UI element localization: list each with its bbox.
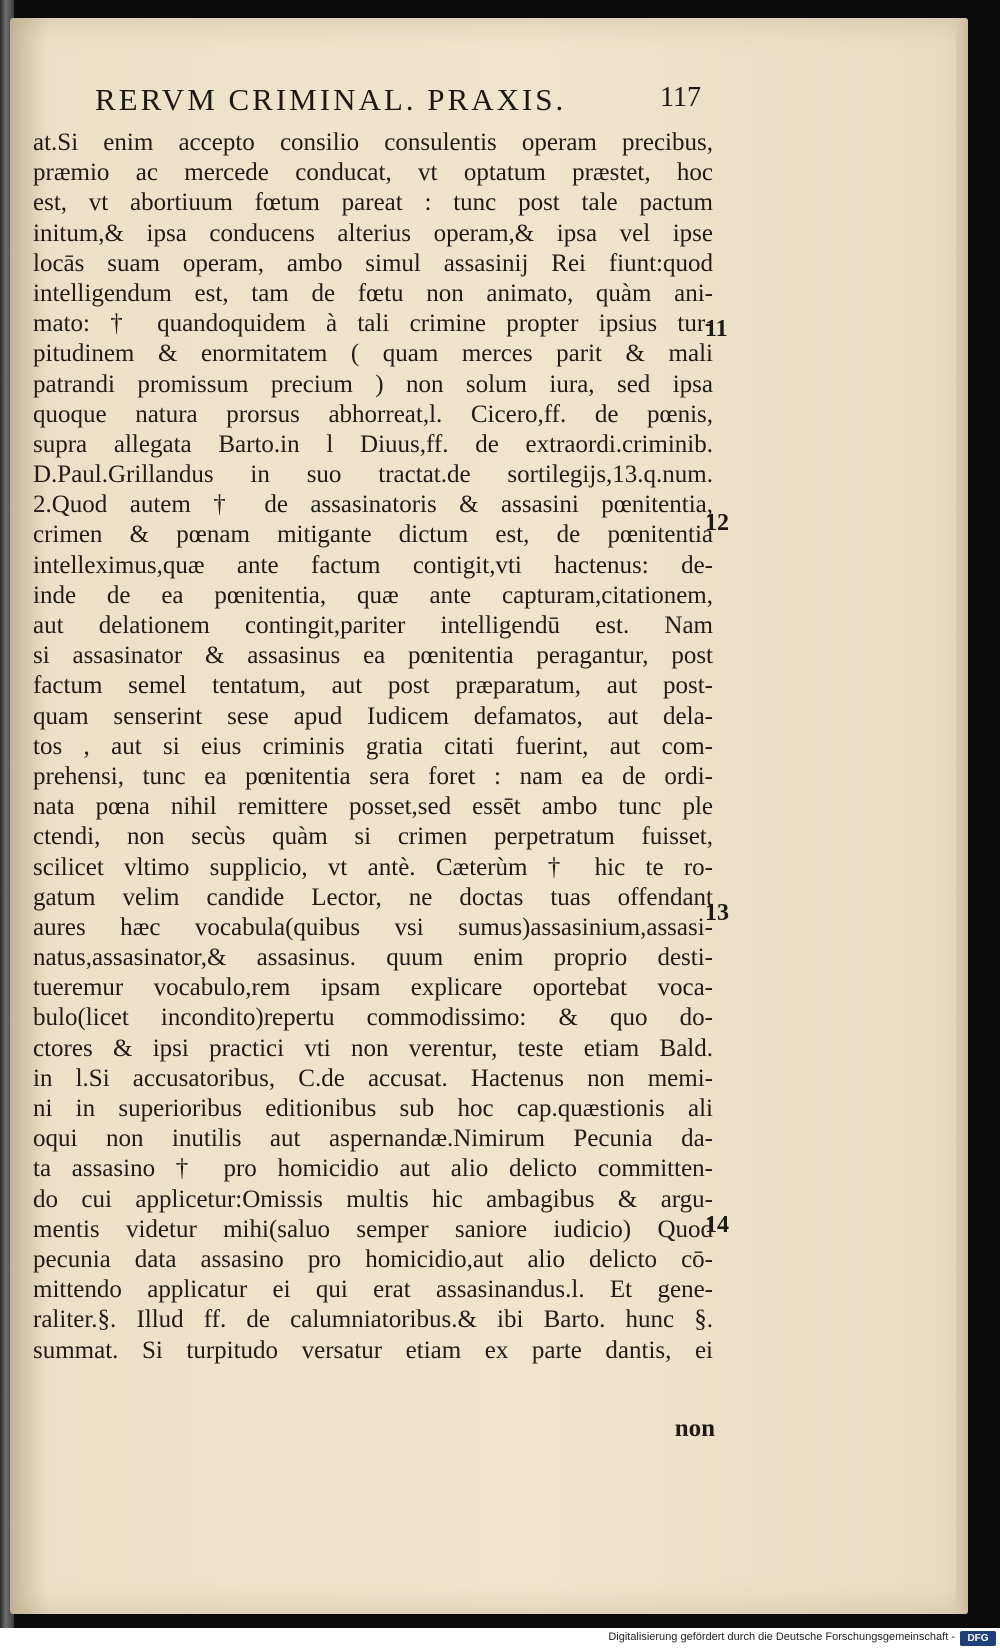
text-line: est, vt abortiuum fœtum pareat : tunc post tale pactum bbox=[33, 189, 713, 217]
text-line: ta assasino † pro homicidio aut alio delicto committen- bbox=[33, 1155, 713, 1183]
text-line: summat. Si turpitudo versatur etiam ex parte dantis, ei bbox=[33, 1336, 713, 1364]
text-line: aures hæc vocabula(quibus vsi sumus)assasinium,assasi- bbox=[33, 913, 713, 941]
body-text bbox=[33, 128, 713, 1366]
text-line: tos , aut si eius criminis gratia citati fuerint, aut com- bbox=[33, 732, 713, 760]
text-line: do cui applicetur:Omissis multis hic ambagibus & argu- bbox=[33, 1185, 713, 1213]
text-line: aut delationem contingit,pariter intelligendū est. Nam bbox=[33, 612, 713, 639]
running-head: RERVM CRIMINAL. PRAXIS. bbox=[95, 82, 567, 117]
text-line: factum semel tentatum, aut post præparatum, aut post- bbox=[33, 672, 713, 700]
text-line: si assasinator & assasinus ea pœnitentia peragantur, post bbox=[33, 642, 713, 670]
text-line: mato: † quandoquidem à tali crimine propter ipsius tur- bbox=[33, 310, 713, 338]
page-edge bbox=[956, 18, 968, 1614]
text-line: inde de ea pœnitentia, quæ ante capturam,citationem, bbox=[33, 581, 713, 609]
text-line: raliter.§. Illud ff. de calumniatoribus.& ibi Barto. hunc §. bbox=[33, 1306, 713, 1334]
text-line: oqui non inutilis aut aspernandæ.Nimirum Pecunia da- bbox=[33, 1125, 713, 1153]
text-line: in l.Si accusatoribus, C.de accusat. Hactenus non memi- bbox=[33, 1064, 713, 1092]
margin-note-14: 14 bbox=[705, 1212, 729, 1238]
page-number: 117 bbox=[660, 82, 701, 113]
text-line: D.Paul.Grillandus in suo tractat.de sortilegijs,13.q.num. bbox=[33, 461, 713, 489]
text-line: bulo(licet incondito)repertu commodissimo: & quo do- bbox=[33, 1004, 713, 1032]
margin-note-11: 11 bbox=[705, 316, 728, 342]
catchword: non bbox=[674, 1415, 715, 1442]
text-line: intelligendum est, tam de fœtu non animato, quàm ani- bbox=[33, 279, 713, 307]
text-line: quam senserint sese apud Iudicem defamatos, aut dela- bbox=[33, 702, 713, 730]
text-line: gatum velim candide Lector, ne doctas tuas offendant bbox=[33, 883, 713, 911]
text-line: ni in superioribus editionibus sub hoc cap.quæstionis ali bbox=[33, 1095, 713, 1122]
text-line: pecunia data assasino pro homicidio,aut alio delicto cō- bbox=[33, 1245, 713, 1273]
text-line: initum,& ipsa conducens alterius operam,& ipsa vel ipse bbox=[33, 219, 713, 247]
text-line: patrandi promissum precium ) non solum iura, sed ipsa bbox=[33, 370, 713, 398]
text-line: 2.Quod autem † de assasinatoris & assasini pœnitentia, bbox=[33, 491, 713, 519]
text-line: ctendi, non secùs quàm si crimen perpetratum fuisset, bbox=[33, 823, 713, 851]
text-line: quoque natura prorsus abhorreat,l. Cicero,ff. de pœnis, bbox=[33, 400, 713, 428]
text-line: intelleximus,quæ ante factum contigit,vti hactenus: de- bbox=[33, 551, 713, 579]
text-line: scilicet vltimo supplicio, vt antè. Cæterùm † hic te ro- bbox=[33, 853, 713, 881]
text-line: supra allegata Barto.in l Diuus,ff. de extraordi.criminib. bbox=[33, 430, 713, 458]
text-line: tueremur vocabulo,rem ipsam explicare oportebat voca- bbox=[33, 974, 713, 1002]
funding-credit: Digitalisierung gefördert durch die Deutsche Forschungsgemeinschaft - bbox=[608, 1631, 955, 1643]
text-line: nata pœna nihil remittere posset,sed essēt ambo tunc ple bbox=[33, 793, 713, 821]
text-line: crimen & pœnam mitigante dictum est, de pœnitentia bbox=[33, 521, 713, 549]
margin-note-12: 12 bbox=[705, 510, 729, 536]
margin-note-13: 13 bbox=[705, 900, 729, 926]
text-line: prehensi, tunc ea pœnitentia sera foret : nam ea de ordi- bbox=[33, 762, 713, 790]
text-line: locās suam operam, ambo simul assasinij Rei fiunt:quod bbox=[33, 249, 713, 277]
dfg-logo: DFG bbox=[960, 1631, 996, 1646]
text-line: pitudinem & enormitatem ( quam merces parit & mali bbox=[33, 340, 713, 368]
text-line: natus,assasinator,& assasinus. quum enim proprio desti- bbox=[33, 944, 713, 972]
text-line: mittendo applicatur ei qui erat assasinandus.l. Et gene- bbox=[33, 1276, 713, 1304]
text-line: mentis videtur mihi(saluo semper saniore iudicio) Quod bbox=[33, 1215, 713, 1243]
text-line: ctores & ipsi practici vti non verentur, teste etiam Bald. bbox=[33, 1034, 713, 1062]
text-line: præmio ac mercede conducat, vt optatum præstet, hoc bbox=[33, 159, 713, 187]
text-line: at.Si enim accepto consilio consulentis operam precibus, bbox=[33, 129, 713, 156]
